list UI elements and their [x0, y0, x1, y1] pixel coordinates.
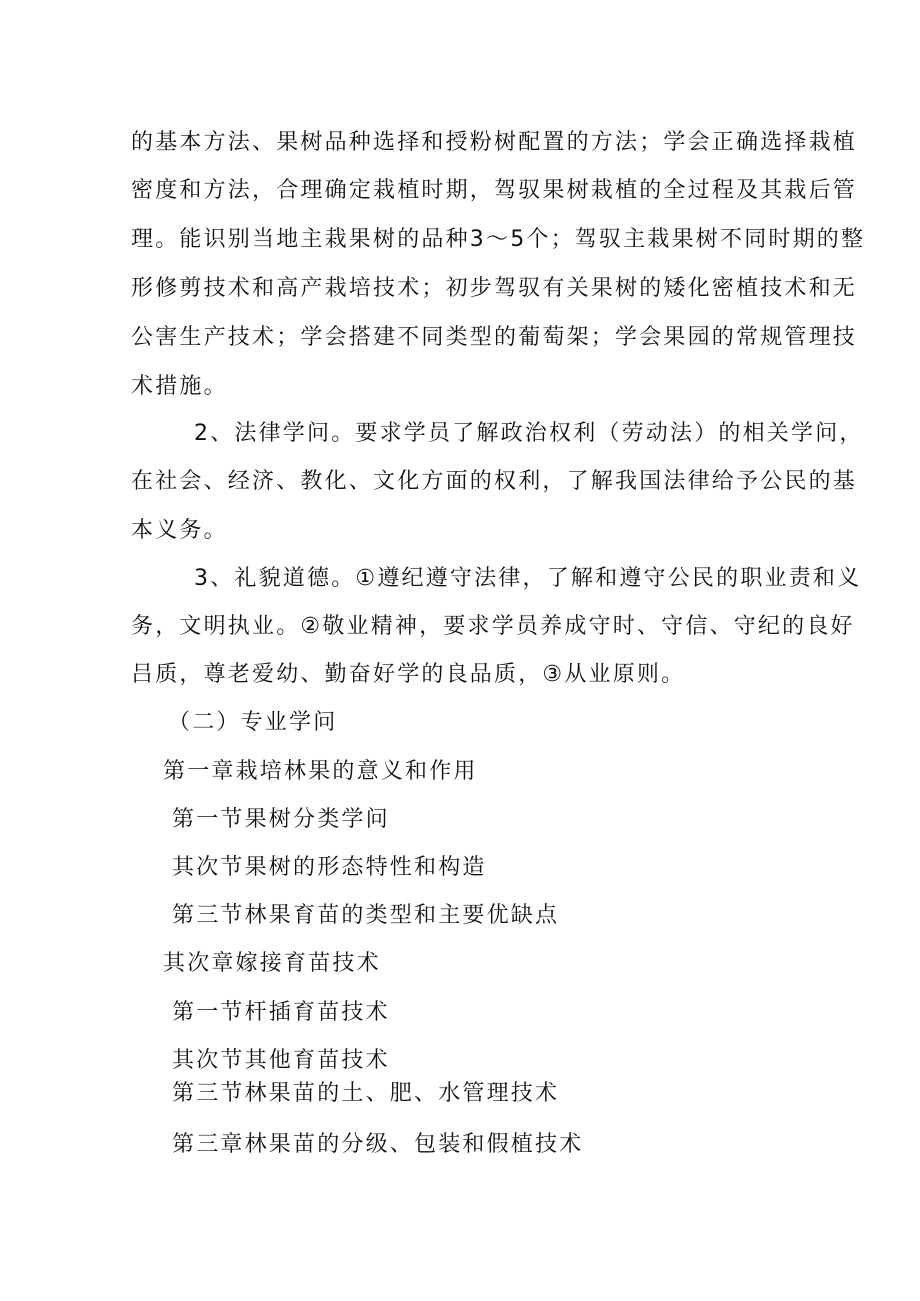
paragraph-1-line-6: 术措施。	[131, 374, 228, 399]
outline-section-1-1: 第一节果树分类学问	[172, 807, 390, 832]
outline-chapter-3: 第三章林果苗的分级、包装和假植技术	[172, 1132, 584, 1157]
outline-section-1-2: 其次节果树的形态特性和构造	[172, 855, 487, 880]
paragraph-2-line-3: 本义务。	[131, 518, 228, 543]
outline-section-2-2: 其次节其他育苗技术	[172, 1048, 390, 1073]
paragraph-1-line-1: 的基本方法、果树品种选择和授粉树配置的方法；学会正确选择栽植	[131, 130, 858, 155]
paragraph-1-line-3: 理。能识别当地主栽果树的品种3〜5个；驾驭主栽果树不同时期的整	[131, 227, 866, 252]
section-heading: （二）专业学问	[168, 710, 338, 735]
paragraph-3-line-1: 3、礼貌道德。①遵纪遵守法律，了解和遵守公民的职业责和义	[194, 566, 862, 591]
paragraph-1-line-5: 公害生产技术；学会搭建不同类型的葡萄架；学会果园的常规管理技	[131, 325, 858, 350]
outline-chapter-1: 第一章栽培林果的意义和作用	[163, 759, 478, 784]
paragraph-3-line-2: 务，文明执业。②敬业精神，要求学员养成守时、守信、守纪的良好	[131, 614, 855, 639]
outline-chapter-2: 其次章嫁接育苗技术	[163, 951, 381, 976]
paragraph-1-line-2: 密度和方法，合理确定栽植时期，驾驭果树栽植的全过程及其栽后管	[131, 178, 858, 203]
paragraph-3-line-3: 吕质，尊老爱幼、勤奋好学的良品质，③从业原则。	[131, 662, 686, 687]
outline-section-2-1: 第一节杆插育苗技术	[172, 1000, 390, 1025]
outline-section-1-3: 第三节林果育苗的类型和主要优缺点	[172, 903, 560, 928]
paragraph-2-line-1: 2、法律学问。要求学员了解政治权利（劳动法）的相关学问，	[194, 421, 864, 446]
paragraph-2-line-2: 在社会、经济、教化、文化方面的权利，了解我国法律给予公民的基	[131, 469, 858, 494]
outline-section-2-3: 第三节林果苗的土、肥、水管理技术	[172, 1081, 560, 1106]
paragraph-1-line-4: 形修剪技术和高产栽培技术；初步驾驭有关果树的矮化密植技术和无	[131, 276, 858, 301]
